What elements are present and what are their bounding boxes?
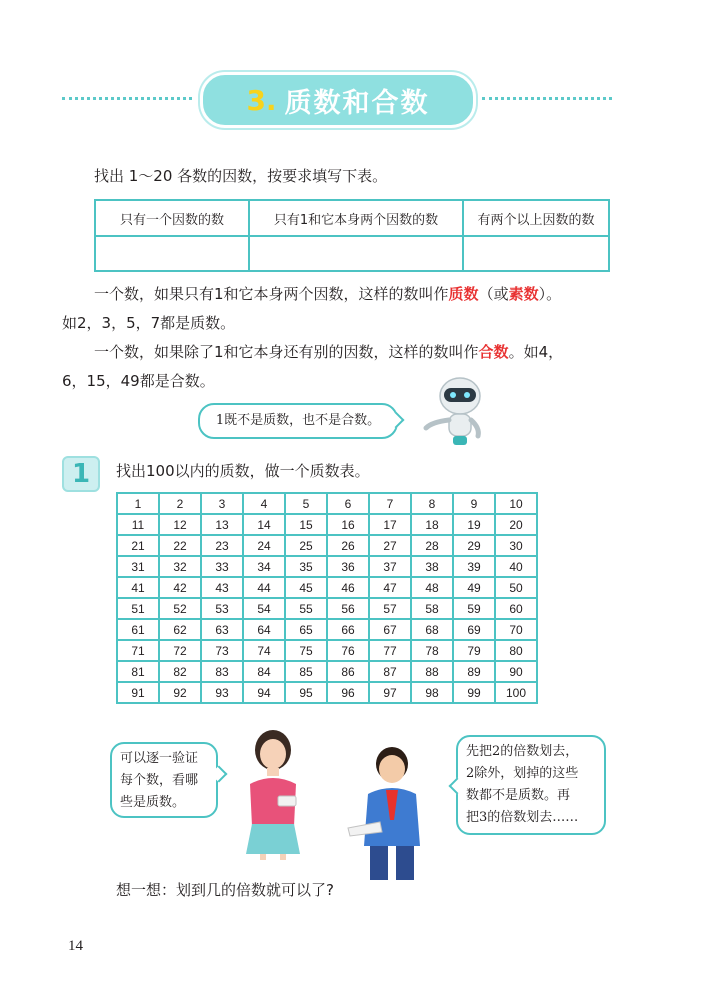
grid-cell[interactable]: 64	[243, 619, 285, 640]
grid-cell[interactable]: 83	[201, 661, 243, 682]
grid-cell[interactable]: 78	[411, 640, 453, 661]
grid-row	[117, 640, 537, 661]
grid-cell[interactable]: 52	[159, 598, 201, 619]
grid-cell[interactable]: 96	[327, 682, 369, 703]
grid-cell[interactable]: 69	[453, 619, 495, 640]
girl-speech-line: 些是质数。	[120, 795, 186, 810]
grid-cell[interactable]: 86	[327, 661, 369, 682]
section-title	[200, 72, 476, 128]
prime-examples: 如2，3，5，7都是质数。	[62, 314, 236, 332]
grid-cell[interactable]: 55	[285, 598, 327, 619]
composite-term: 合数	[478, 343, 509, 361]
number-grid	[116, 492, 538, 704]
robot-speech-bubble	[198, 403, 398, 439]
composite-examples: 6，15，49都是合数。	[62, 372, 215, 390]
grid-cell[interactable]: 61	[117, 619, 159, 640]
grid-cell[interactable]: 37	[369, 556, 411, 577]
grid-cell[interactable]: 57	[369, 598, 411, 619]
grid-cell[interactable]: 34	[243, 556, 285, 577]
grid-cell[interactable]: 9	[453, 493, 495, 514]
grid-cell[interactable]: 98	[411, 682, 453, 703]
grid-row	[117, 598, 537, 619]
grid-cell[interactable]: 65	[285, 619, 327, 640]
grid-cell[interactable]: 67	[369, 619, 411, 640]
grid-cell[interactable]: 77	[369, 640, 411, 661]
grid-cell[interactable]: 93	[201, 682, 243, 703]
boy-speech-line: 先把2的倍数划去，	[466, 744, 579, 759]
grid-cell[interactable]: 42	[159, 577, 201, 598]
prime-term-alt: 素数	[508, 285, 539, 303]
exercise-instruction: 找出100以内的质数，做一个质数表。	[116, 462, 370, 480]
grid-cell[interactable]: 49	[453, 577, 495, 598]
grid-cell[interactable]: 90	[495, 661, 537, 682]
robot-illustration	[420, 374, 500, 446]
grid-row	[117, 619, 537, 640]
grid-cell[interactable]: 97	[369, 682, 411, 703]
header-dotted-line-right	[482, 97, 612, 100]
grid-row	[117, 577, 537, 598]
grid-cell[interactable]: 35	[285, 556, 327, 577]
grid-cell[interactable]: 76	[327, 640, 369, 661]
grid-cell[interactable]: 94	[243, 682, 285, 703]
grid-cell[interactable]: 19	[453, 514, 495, 535]
grid-cell[interactable]: 60	[495, 598, 537, 619]
prime-definition	[94, 284, 561, 304]
grid-cell[interactable]: 66	[327, 619, 369, 640]
girl-illustration	[228, 726, 318, 861]
header-dotted-line-left	[62, 97, 192, 100]
boy-speech-line: 把3的倍数划去……	[466, 810, 579, 825]
grid-cell[interactable]: 33	[201, 556, 243, 577]
exercise-number-badge: 1	[62, 456, 100, 492]
grid-cell[interactable]: 4	[243, 493, 285, 514]
grid-cell[interactable]: 5	[285, 493, 327, 514]
grid-cell[interactable]: 22	[159, 535, 201, 556]
grid-cell[interactable]: 26	[327, 535, 369, 556]
prime-definition-text: 一个数，如果只有1和它本身两个因数，这样的数叫作	[94, 285, 449, 303]
grid-cell[interactable]: 87	[369, 661, 411, 682]
grid-cell[interactable]: 23	[201, 535, 243, 556]
section-title-text: 质数和合数	[284, 87, 430, 119]
grid-row	[117, 682, 537, 703]
grid-cell[interactable]: 92	[159, 682, 201, 703]
grid-cell[interactable]: 29	[453, 535, 495, 556]
grid-cell[interactable]: 20	[495, 514, 537, 535]
grid-cell[interactable]: 70	[495, 619, 537, 640]
intro-instruction: 找出 1～20 各数的因数，按要求填写下表。	[94, 167, 388, 185]
grid-cell[interactable]: 72	[159, 640, 201, 661]
grid-cell[interactable]: 18	[411, 514, 453, 535]
grid-cell[interactable]: 24	[243, 535, 285, 556]
grid-cell[interactable]: 46	[327, 577, 369, 598]
grid-cell[interactable]: 63	[201, 619, 243, 640]
grid-row	[117, 535, 537, 556]
grid-cell[interactable]: 32	[159, 556, 201, 577]
boy-speech-line: 2除外，划掉的这些	[466, 766, 579, 781]
grid-cell[interactable]: 75	[285, 640, 327, 661]
grid-cell[interactable]: 7	[369, 493, 411, 514]
grid-cell[interactable]: 13	[201, 514, 243, 535]
factor-table-header: 只有一个因数的数	[95, 200, 249, 236]
grid-cell[interactable]: 10	[495, 493, 537, 514]
grid-cell[interactable]: 48	[411, 577, 453, 598]
grid-cell[interactable]: 89	[453, 661, 495, 682]
grid-cell[interactable]: 36	[327, 556, 369, 577]
factor-table-cell[interactable]	[463, 236, 609, 271]
grid-cell[interactable]: 38	[411, 556, 453, 577]
grid-cell[interactable]: 44	[243, 577, 285, 598]
grid-cell[interactable]: 85	[285, 661, 327, 682]
girl-speech-bubble	[110, 742, 218, 818]
grid-cell[interactable]: 99	[453, 682, 495, 703]
grid-cell[interactable]: 31	[117, 556, 159, 577]
composite-definition-text: 一个数，如果除了1和它本身还有别的因数，这样的数叫作	[94, 343, 479, 361]
grid-cell[interactable]: 74	[243, 640, 285, 661]
page-number: 14	[68, 938, 83, 954]
grid-cell[interactable]: 39	[453, 556, 495, 577]
composite-definition-end: 。如4，	[508, 343, 564, 361]
grid-cell[interactable]: 28	[411, 535, 453, 556]
grid-cell[interactable]: 58	[411, 598, 453, 619]
grid-cell[interactable]: 40	[495, 556, 537, 577]
grid-row	[117, 514, 537, 535]
grid-cell[interactable]: 59	[453, 598, 495, 619]
grid-cell[interactable]: 41	[117, 577, 159, 598]
girl-speech-line: 可以逐一验证	[120, 751, 199, 766]
grid-cell[interactable]: 88	[411, 661, 453, 682]
boy-speech-line: 数都不是质数。再	[466, 788, 571, 803]
grid-cell[interactable]: 79	[453, 640, 495, 661]
grid-cell[interactable]: 73	[201, 640, 243, 661]
grid-cell[interactable]: 21	[117, 535, 159, 556]
grid-cell[interactable]: 53	[201, 598, 243, 619]
grid-cell[interactable]: 17	[369, 514, 411, 535]
girl-speech-line: 每个数，看哪	[120, 773, 199, 788]
grid-cell[interactable]: 95	[285, 682, 327, 703]
prime-definition-end: ）。	[538, 285, 562, 303]
grid-cell[interactable]: 84	[243, 661, 285, 682]
grid-cell[interactable]: 2	[159, 493, 201, 514]
grid-cell[interactable]: 71	[117, 640, 159, 661]
grid-cell[interactable]: 51	[117, 598, 159, 619]
grid-row	[117, 661, 537, 682]
grid-cell[interactable]: 56	[327, 598, 369, 619]
grid-cell[interactable]: 54	[243, 598, 285, 619]
grid-cell[interactable]: 6	[327, 493, 369, 514]
factor-table-cell[interactable]	[249, 236, 463, 271]
section-number: 3.	[246, 83, 277, 117]
grid-cell[interactable]: 47	[369, 577, 411, 598]
grid-cell[interactable]: 27	[369, 535, 411, 556]
grid-cell[interactable]: 100	[495, 682, 537, 703]
grid-cell[interactable]: 30	[495, 535, 537, 556]
grid-cell[interactable]: 16	[327, 514, 369, 535]
grid-cell[interactable]: 14	[243, 514, 285, 535]
prime-term: 质数	[448, 285, 479, 303]
grid-cell[interactable]: 91	[117, 682, 159, 703]
grid-cell[interactable]: 1	[117, 493, 159, 514]
grid-cell[interactable]: 82	[159, 661, 201, 682]
grid-cell[interactable]: 8	[411, 493, 453, 514]
boy-illustration	[340, 742, 440, 882]
prime-definition-mid: （或	[478, 285, 509, 303]
robot-speech-text: 1既不是质数，也不是合数。	[215, 413, 381, 428]
grid-cell[interactable]: 80	[495, 640, 537, 661]
grid-cell[interactable]: 43	[201, 577, 243, 598]
composite-definition	[94, 342, 563, 362]
grid-cell[interactable]: 11	[117, 514, 159, 535]
grid-cell[interactable]: 45	[285, 577, 327, 598]
grid-cell[interactable]: 68	[411, 619, 453, 640]
grid-cell[interactable]: 81	[117, 661, 159, 682]
grid-cell[interactable]: 25	[285, 535, 327, 556]
boy-speech-bubble	[456, 735, 606, 835]
grid-cell[interactable]: 3	[201, 493, 243, 514]
factor-table-header: 有两个以上因数的数	[463, 200, 609, 236]
grid-row	[117, 493, 537, 514]
grid-cell[interactable]: 62	[159, 619, 201, 640]
factor-table-header: 只有1和它本身两个因数的数	[249, 200, 463, 236]
factor-table	[94, 199, 610, 272]
grid-row	[117, 556, 537, 577]
grid-cell[interactable]: 12	[159, 514, 201, 535]
grid-cell[interactable]: 15	[285, 514, 327, 535]
factor-table-cell[interactable]	[95, 236, 249, 271]
think-question: 想一想：划到几的倍数就可以了?	[116, 881, 334, 899]
grid-cell[interactable]: 50	[495, 577, 537, 598]
